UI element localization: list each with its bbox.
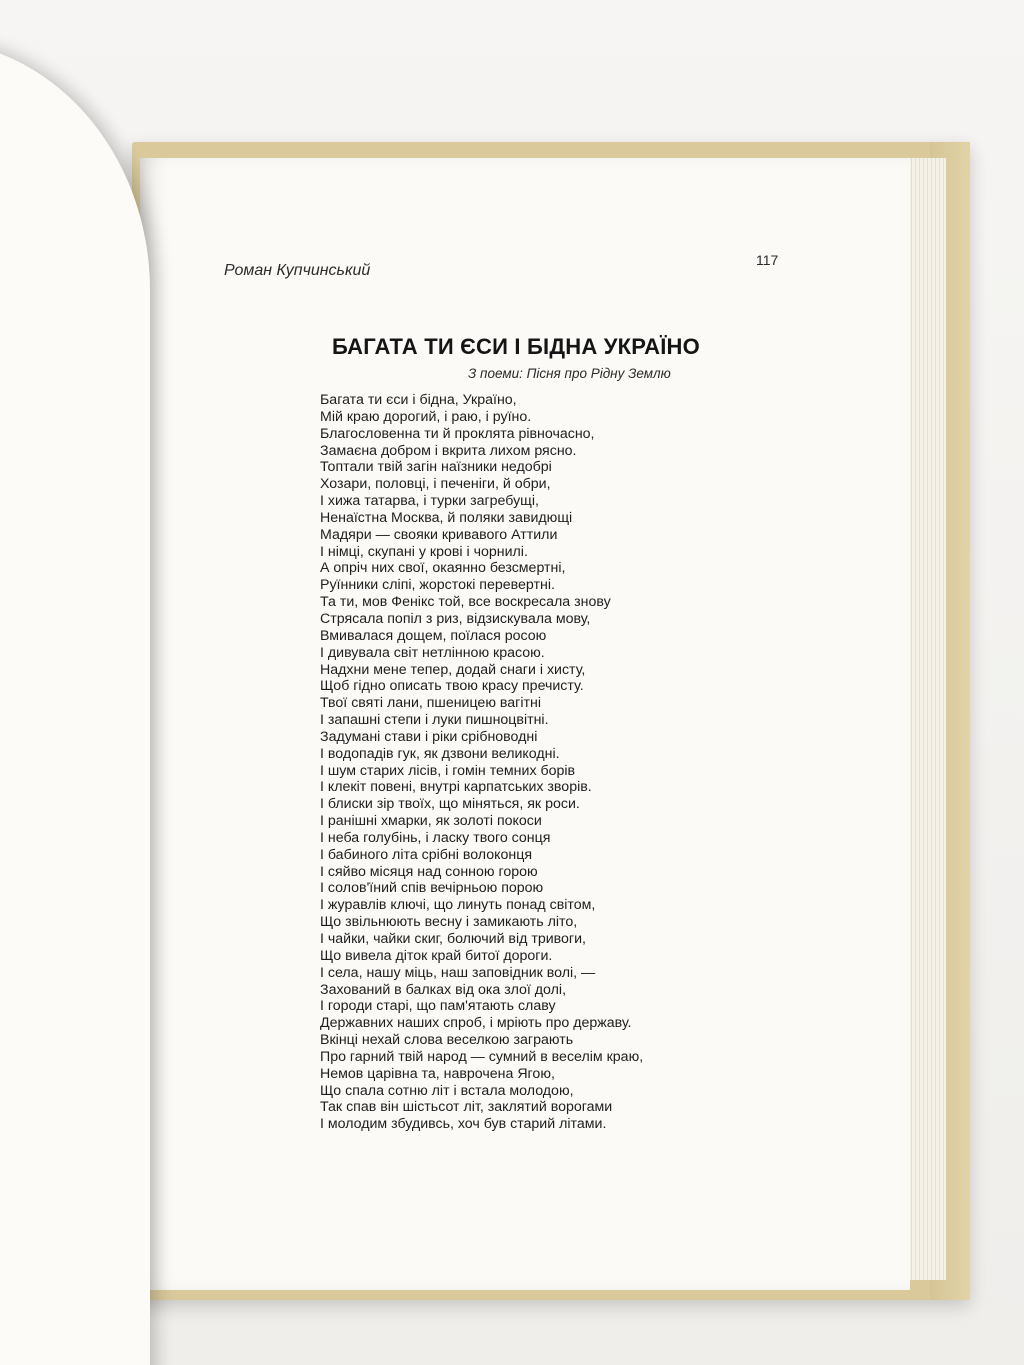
poem-line: І неба голубінь, і ласку твого сонця	[320, 829, 551, 846]
poem-line: І блиски зір твоїх, що міняться, як роси.	[320, 796, 580, 813]
poem-line: І ранішні хмарки, як золоті покоси	[320, 813, 542, 830]
poem-line: Вкінці нехай слова веселкою заграють	[320, 1032, 574, 1049]
poem-line: Що звільнюють весну і замикають літо,	[320, 914, 578, 931]
poem-line: Ненаїстна Москва, й поляки завидющі	[320, 509, 573, 526]
poem-line: Руїнники сліпі, жорстокі перевертні.	[320, 577, 555, 594]
poem-text	[320, 392, 700, 1133]
poem-line: І клекіт повені, внутрі карпатських зворів.	[320, 779, 592, 796]
poem-line: А опріч них свої, окаянно безсмертні,	[320, 560, 566, 577]
poem-line: Мадяри — свояки кривавого Аттили	[320, 526, 558, 543]
poem-line: Та ти, мов Фенікс той, все воскресала знову	[320, 594, 611, 611]
poem-line: І молодим збудивсь, хоч був старий літами.	[320, 1116, 607, 1133]
poem-line: І хижа татарва, і турки загребущі,	[320, 493, 539, 510]
poem-line: І сяйво місяця над сонною горою	[320, 863, 538, 880]
poem-line: Захований в балках від ока злої долі,	[320, 981, 567, 998]
poem-line: І водопадів гук, як дзвони великодні.	[320, 745, 560, 762]
poem-line: І німці, скупані у крові і чорнилі.	[320, 543, 528, 560]
poem-line: Надхни мене тепер, додай снаги і хисту,	[320, 661, 586, 678]
poem-line: Мій краю дорогий, і раю, і руїно.	[320, 408, 532, 425]
poem-line: Топтали твій загін наїзники недобрі	[320, 459, 552, 476]
poem-line: Щоб гідно описать твою красу пречисту.	[320, 678, 584, 695]
poem-line: Багата ти єси і бідна, Україно,	[320, 392, 517, 408]
poem-line: Хозари, половці, і печеніги, й обри,	[320, 476, 551, 493]
poem-line: Державних наших спроб, і мріють про державу.	[320, 1015, 632, 1032]
poem-line: Замаєна добром і вкрита лихом рясно.	[320, 442, 577, 459]
poem-line: І дивувала світ нетлінною красою.	[320, 644, 545, 661]
poem-line: І журавлів ключі, що линуть понад світом,	[320, 897, 596, 914]
poem-line: Так спав він шістьсот літ, заклятий ворогами	[320, 1099, 613, 1116]
poem-title: БАГАТА ТИ ЄСИ І БІДНА УКРАЇНО	[332, 334, 700, 359]
poem-line: І городи старі, що пам'ятають славу	[320, 998, 556, 1015]
poem-line: Благословенна ти й проклята рівночасно,	[320, 425, 595, 442]
poem-line: І чайки, чайки скиг, болючий від тривоги,	[320, 931, 586, 947]
poem-line: Що вивела діток край битої дороги.	[320, 947, 553, 964]
poem-line: Що спала сотню літ і встала молодою,	[320, 1082, 574, 1099]
poem-line: Про гарний твій народ — сумний в веселім краю,	[320, 1048, 644, 1065]
poem-line: І шум старих лісів, і гомін темних борів	[320, 762, 576, 779]
page-number: 117	[756, 252, 779, 268]
poem-line: І солов'їний спів вечірньою порою	[320, 880, 544, 897]
poem-line: І бабиного літа срібні волоконця	[320, 846, 533, 863]
poem-line: І села, нашу міць, наш заповідник волі, —	[320, 964, 596, 981]
poem-line: Вмивалася дощем, поїлася росою	[320, 627, 547, 644]
running-head-author: Роман Купчинський	[224, 262, 371, 279]
poem-line: Задумані стави і ріки срібноводні	[320, 728, 538, 745]
poem-line: Стрясала попіл з риз, відзискувала мову,	[320, 610, 591, 627]
poem-line: Немов царівна та, наврочена Ягою,	[320, 1065, 555, 1082]
poem-line: Твої святі лани, пшеницею вагітні	[320, 695, 541, 712]
curled-left-page	[0, 40, 150, 1365]
poem-line: І запашні степи і луки пишноцвітні.	[320, 712, 549, 729]
poem-subtitle: З поеми: Пісня про Рідну Землю	[468, 366, 671, 381]
